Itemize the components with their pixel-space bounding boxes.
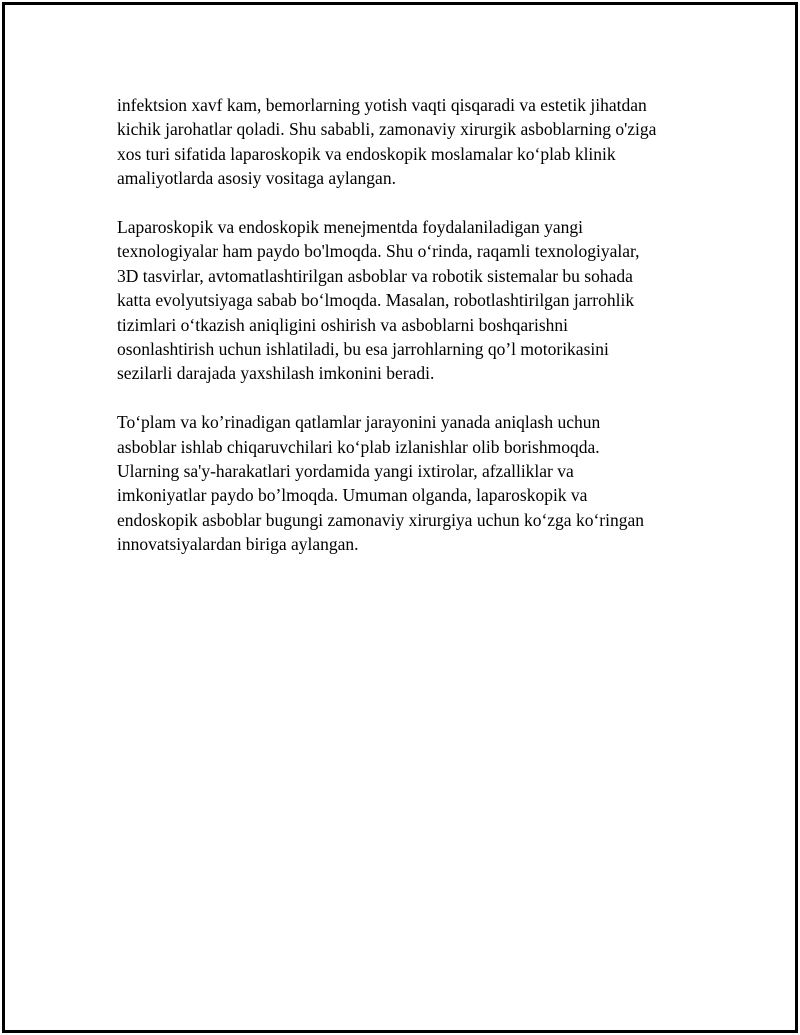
text-line: amaliyotlarda asosiy vositaga aylangan.	[117, 168, 396, 189]
text-line: Laparoskopik va endoskopik menejmentda foydalaniladigan yangi	[117, 217, 584, 238]
text-line: osonlashtirish uchun ishlatiladi, bu esa jarrohlarning qo’l motorikasini	[117, 339, 609, 360]
text-line: kichik jarohatlar qoladi. Shu sababli, zamonaviy xirurgik asboblarning o'ziga	[117, 119, 657, 140]
text-line: infektsion xavf kam, bemorlarning yotish vaqti qisqaradi va estetik jihatdan	[117, 95, 647, 115]
paragraph-2	[117, 215, 697, 386]
text-line: innovatsiyalardan biriga aylangan.	[117, 534, 359, 555]
text-line: tizimlari o‘tkazish aniqligini oshirish va asboblarni boshqarishni	[117, 314, 569, 335]
text-line: endoskopik asboblar bugungi zamonaviy xirurgiya uchun ko‘zga ko‘ringan	[117, 509, 644, 530]
text-line: katta evolyutsiyaga sabab bo‘lmoqda. Masalan, robotlashtirilgan jarrohlik	[117, 290, 635, 311]
text-line: asboblar ishlab chiqaruvchilari ko‘plab izlanishlar olib borishmoqda.	[117, 436, 600, 457]
text-line: xos turi sifatida laparoskopik va endoskopik moslamalar ko‘plab klinik	[117, 143, 616, 164]
paragraph-3	[117, 410, 697, 556]
text-line: 3D tasvirlar, avtomatlashtirilgan asboblar va robotik sistemalar bu sohada	[117, 265, 633, 286]
text-line: texnologiyalar ham paydo bo'lmoqda. Shu o‘rinda, raqamli texnologiyalar,	[117, 241, 640, 262]
text-line: imkoniyatlar paydo bo’lmoqda. Umuman olganda, laparoskopik va	[117, 485, 588, 506]
text-line: sezilarli darajada yaxshilash imkonini beradi.	[117, 363, 435, 384]
text-line: Ularning sa'y-harakatlari yordamida yangi ixtirolar, afzalliklar va	[117, 461, 574, 482]
text-line: To‘plam va ko’rinadigan qatlamlar jarayonini yanada aniqlash uchun	[117, 412, 601, 433]
paragraph-1	[117, 93, 697, 191]
document-body	[117, 93, 697, 581]
